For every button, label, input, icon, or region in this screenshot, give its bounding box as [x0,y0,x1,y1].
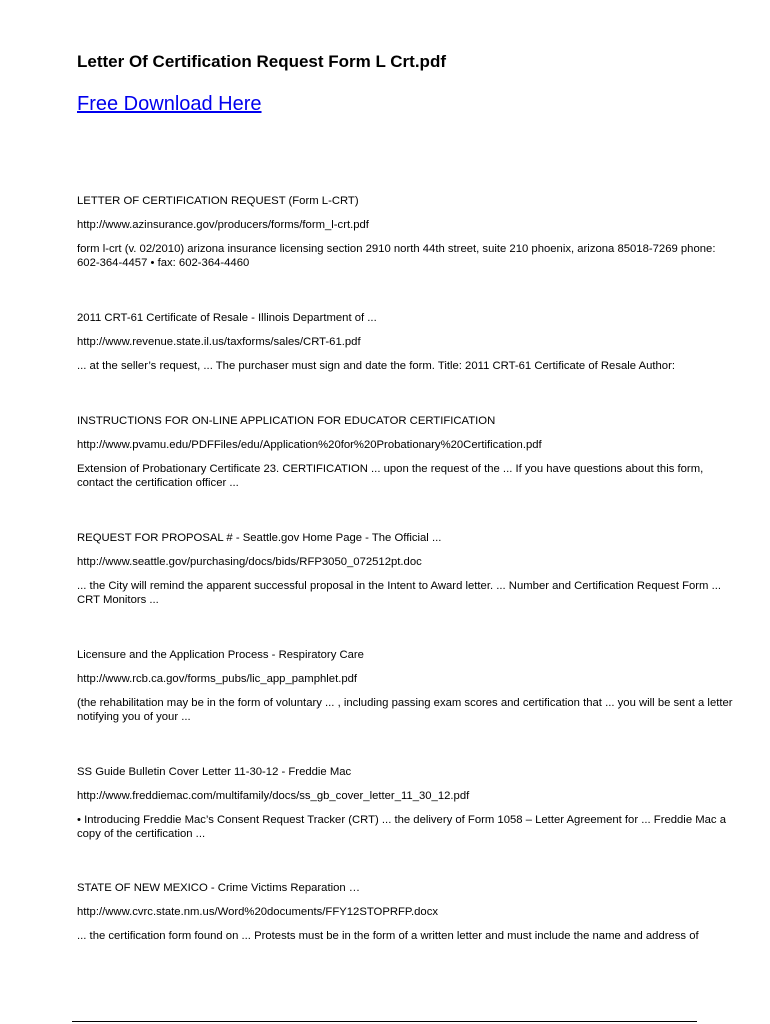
page-title: Letter Of Certification Request Form L Crt.pdf [77,52,446,71]
search-result [77,881,737,943]
result-snippet: (the rehabilitation may be in the form of voluntary ... , including passing exam scores and certification that ... you will be sent a letter notifying you of your ... [77,697,733,723]
result-snippet: ... at the seller’s request, ... The purchaser must sign and date the form. Title: 2011 CRT-61 Certificate of Resale Author: [77,360,675,372]
result-url: http://www.freddiemac.com/multifamily/docs/ss_gb_cover_letter_11_30_12.pdf [77,790,470,802]
result-snippet: form l-crt (v. 02/2010) arizona insurance licensing section 2910 north 44th street, suite 210 phoenix, arizona 85018-7269 phone: 602-364-4457 • fax: 602-364-4460 [77,243,716,269]
result-snippet: Extension of Probationary Certificate 23. CERTIFICATION ... upon the request of the ... If you have questions about this form, contact the certification officer ... [77,463,704,489]
result-title: SS Guide Bulletin Cover Letter 11-30-12 - Freddie Mac [77,766,352,778]
result-url: http://www.seattle.gov/purchasing/docs/bids/RFP3050_072512pt.doc [77,556,422,568]
result-title: INSTRUCTIONS FOR ON-LINE APPLICATION FOR EDUCATOR CERTIFICATION [77,415,496,427]
result-snippet: ... the City will remind the apparent successful proposal in the Intent to Award letter. ... Number and Certification Request Form ... CRT Monitors ... [77,580,722,606]
result-title: 2011 CRT-61 Certificate of Resale - Illinois Department of ... [77,312,377,324]
result-title: STATE OF NEW MEXICO - Crime Victims Reparation … [77,882,361,894]
result-snippet: ... the certification form found on ... Protests must be in the form of a written letter and must include the name and address of [77,930,699,942]
result-title: REQUEST FOR PROPOSAL # - Seattle.gov Home Page - The Official ... [77,532,442,544]
result-url: http://www.azinsurance.gov/producers/forms/form_l-crt.pdf [77,219,369,231]
search-result [77,648,737,724]
search-result [77,414,737,490]
result-url: http://www.pvamu.edu/PDFFiles/edu/Application%20for%20Probationary%20Certification.pdf [77,439,542,451]
search-result [77,194,737,270]
search-result [77,765,737,841]
result-url: http://www.cvrc.state.nm.us/Word%20documents/FFY12STOPRFP.docx [77,906,439,918]
free-download-link[interactable]: Free Download Here [77,93,262,115]
search-result [77,311,737,373]
result-title: LETTER OF CERTIFICATION REQUEST (Form L-CRT) [77,195,359,207]
result-title: Licensure and the Application Process - Respiratory Care [77,649,364,661]
footer-divider [72,1021,697,1022]
result-url: http://www.revenue.state.il.us/taxforms/sales/CRT-61.pdf [77,336,361,348]
result-url: http://www.rcb.ca.gov/forms_pubs/lic_app_pamphlet.pdf [77,673,358,685]
search-result [77,531,737,607]
result-snippet: • Introducing Freddie Mac’s Consent Request Tracker (CRT) ... the delivery of Form 1058 – Letter Agreement for ... Freddie Mac a copy of the certification ... [77,814,727,840]
